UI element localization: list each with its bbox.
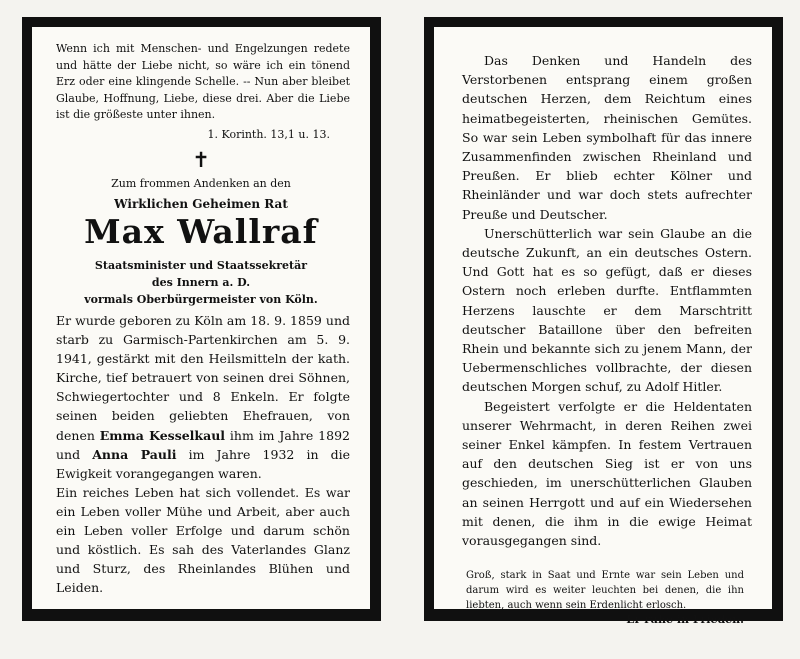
rest-in-peace: Er ruhe in Frieden. <box>626 613 744 626</box>
tribute-paragraph-2: Unerschütterlich war sein Glaube an die deutsche Zukunft, an ein deutsches Ostern. Und Gott hat es so gefügt, daß er dieses Ostern noch erleben durfte. Entflammten Herzens lauschte er dem Marschtritt deutscher Bataillone über den befreiten Rhein und bekannte sich zu jenem Mann, der Uebermenschliches vollbrachte, der diesen deutschen Morgen schuf, zu Adolf Hitler. <box>462 225 752 395</box>
office-line-3: vormals Oberbürgermeister von Köln. <box>84 293 318 306</box>
office-line-1: Staatsminister und Staatssekretär <box>94 259 308 272</box>
memorial-card-front <box>22 17 381 621</box>
honorary-title: Wirklichen Geheimen Rat <box>114 197 288 211</box>
bible-reference: 1. Korinth. 13,1 u. 13. <box>207 128 330 141</box>
tribute-paragraph-1: Das Denken und Handeln des Verstorbenen entsprang einem großen deutschen Herzen, dem Reichtum eines heimatbegeisterten, rheinischen Gemütes. So war sein Leben symbolhaft für das innere Zusammenfinden zwischen Rheinland und Preußen. Er blieb echter Kölner und Rheinländer und war doch stets aufrechter Preuße und Deutscher. <box>462 53 752 222</box>
first-wife-name: Emma Kesselkaul <box>99 427 226 443</box>
tribute-text <box>462 51 752 550</box>
biography-text-2: ihm im Jahre 1892 und <box>56 427 350 462</box>
memorial-dedication: Zum frommen Andenken an den <box>111 177 291 190</box>
cross-icon: ✝ <box>192 148 210 172</box>
biography-paragraph-2: Ein reiches Leben hat sich vollendet. Es war ein Leben voller Mühe und Arbeit, aber auch ein Leben voller Erfolge und darum schön und köstlich. Es sah des Vaterlandes Glanz und Sturz, des Rheinlandes Blühen und Leiden. <box>56 484 350 596</box>
closing-verse: Groß, stark in Saat und Ernte war sein Leben und darum wird es weiter leuchten bei denen, die ihn liebten, auch wenn sein Erdenlicht erlosch. <box>466 570 744 611</box>
second-wife-name: Anna Pauli <box>92 446 177 462</box>
biography-text-1: Er wurde geboren zu Köln am 18. 9. 1859 und starb zu Garmisch-Partenkirchen am 5. 9. 1941, gestärkt mit den Heilsmitteln der kath. Kirche, tief betrauert von seinen drei Söhnen, Schwiegertochter und 8 Enkeln. Er folgte seinen beiden geliebten Ehefrauen, von denen <box>56 313 350 443</box>
biography <box>56 311 350 597</box>
office-line-2: des Innern a. D. <box>151 276 251 289</box>
memorial-card-back <box>424 17 783 626</box>
bible-quote: Wenn ich mit Menschen- und Engelzungen redete und hätte der Liebe nicht, so wäre ich ein tönend Erz oder eine klingende Schelle. -- Nun aber bleibet Glaube, Hoffnung, Liebe, diese drei. Aber die Liebe ist die größeste unter ihnen. <box>56 42 350 121</box>
deceased-name: Max Wallraf <box>84 212 318 251</box>
biography-text-3: im Jahre 1932 in die Ewigkeit vorangegangen waren. <box>56 446 351 481</box>
tribute-paragraph-3: Begeistert verfolgte er die Heldentaten unserer Wehrmacht, in deren Reihen zwei seiner Enkel kämpfen. In festem Vertrauen auf den deutschen Sieg ist er von uns geschieden, im unerschütterlichen Glauben an seinen Herrgott und auf ein Wiedersehen mit denen, die ihm in die ewige Heimat vorausgegangen sind. <box>462 398 752 549</box>
biography-paragraph-1 <box>56 311 350 483</box>
